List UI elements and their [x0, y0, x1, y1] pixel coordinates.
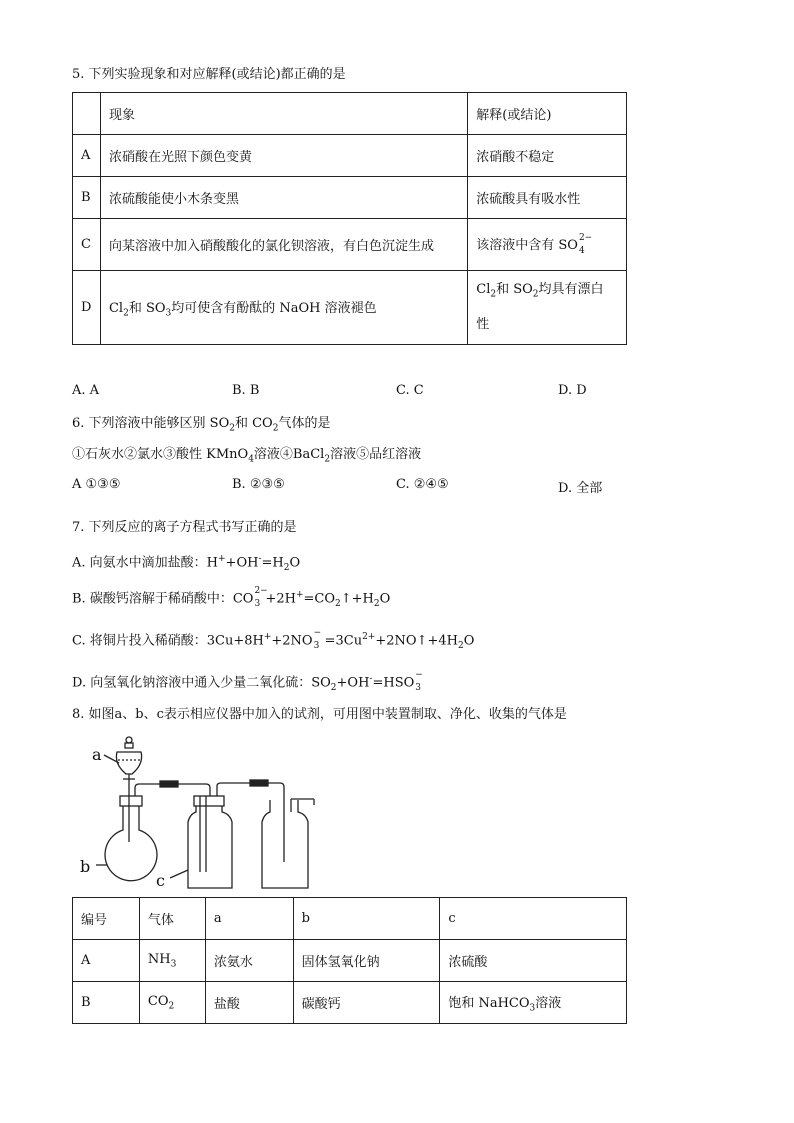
- text-run: B. 碳酸钙溶解于稀硝酸中：CO: [72, 591, 254, 607]
- reagent-a-cell: 盐酸: [205, 982, 293, 1024]
- option-d[interactable]: D. 全部: [558, 481, 603, 496]
- text-run: =3Cu: [324, 633, 363, 649]
- row-id: A: [73, 940, 140, 982]
- text-run: +OH: [336, 675, 370, 691]
- text-run: D. 向氢氧化钠溶液中通入少量二氧化硫：SO: [72, 675, 331, 691]
- row-label: D: [73, 271, 101, 345]
- subscript: 2: [490, 289, 497, 300]
- table-row: [73, 982, 627, 1024]
- flask-stopper: [120, 796, 142, 806]
- nitrate-index: [313, 627, 325, 651]
- option-b[interactable]: B. B: [232, 383, 260, 398]
- text-run: 均具有漂白: [538, 282, 604, 298]
- q5-options: [72, 383, 632, 401]
- q5-stem: 5. 下列实验现象和对应解释(或结论)都正确的是: [72, 67, 346, 82]
- superscript: -: [369, 674, 373, 684]
- superscript: +: [218, 554, 226, 564]
- leader-c: [170, 870, 188, 878]
- connector-tube-2: [217, 783, 284, 862]
- subscript: 2: [330, 682, 337, 693]
- collecting-bottle: [262, 800, 308, 888]
- label-b: b: [80, 857, 91, 876]
- text-run: Cl: [108, 300, 124, 316]
- text-run: 饱和 NaHCO: [448, 995, 530, 1011]
- table-header-cell: 编号: [73, 898, 140, 940]
- q8-table: [72, 897, 627, 1024]
- phenomenon-cell: 浓硫酸能使小木条变黑: [100, 177, 467, 219]
- gas-cell: [139, 982, 205, 1024]
- row-id: B: [73, 982, 140, 1024]
- table-row: [73, 93, 627, 135]
- text-run: 6. 下列溶液中能够区别 SO: [72, 416, 230, 431]
- superscript: 2−: [578, 232, 593, 243]
- option-c[interactable]: C. C: [396, 383, 424, 398]
- q7-option-c[interactable]: [72, 628, 474, 655]
- text-run: +OH: [225, 555, 259, 571]
- carbonate-index: [253, 585, 268, 609]
- text-run: 气体的是: [278, 416, 331, 431]
- subscript: 3: [415, 682, 421, 693]
- bisulfite-index: [414, 669, 426, 693]
- q7-option-b[interactable]: [72, 586, 390, 613]
- subscript: 2: [324, 454, 331, 465]
- label-c: c: [156, 871, 165, 890]
- text-run: O: [289, 555, 301, 571]
- option-a[interactable]: A ①③⑤: [72, 477, 121, 492]
- sulfate-index: [578, 232, 593, 256]
- gas-cell: [139, 940, 205, 982]
- subscript: 3: [254, 598, 261, 609]
- q5-table: [72, 92, 627, 345]
- table-header-cell: b: [293, 898, 440, 940]
- table-row: [73, 940, 627, 982]
- reagent-b-cell: 碳酸钙: [293, 982, 440, 1024]
- reagent-c-cell: [440, 982, 627, 1024]
- text-run: ①石灰水②氯水③酸性 KMnO: [72, 447, 249, 462]
- q6-options: [72, 477, 632, 495]
- text-run: A. 向氨水中滴加盐酸：H: [72, 555, 218, 571]
- q6-stem: [72, 415, 330, 438]
- text-run: =H: [261, 555, 284, 571]
- subscript: 2: [532, 289, 539, 300]
- subscript: 4: [578, 245, 585, 256]
- text-run: 和 SO: [128, 300, 166, 316]
- text-run: 和 SO: [496, 282, 533, 298]
- q6-reagents: [72, 446, 421, 469]
- reagent-c-cell: 浓硫酸: [440, 940, 627, 982]
- apparatus-figure: [72, 730, 332, 892]
- text-run: O: [379, 591, 391, 607]
- text-run: NH: [147, 951, 171, 967]
- superscript: −: [313, 627, 322, 638]
- table-header-cell: 气体: [139, 898, 205, 940]
- text-run: ↑+H: [340, 591, 374, 607]
- wash-bottle: [188, 806, 232, 888]
- table-row: [73, 177, 627, 219]
- rubber-joint-2: [250, 780, 268, 786]
- q7-stem: 7. 下列反应的离子方程式书写正确的是: [72, 520, 297, 535]
- text-run: +2NO: [271, 633, 313, 649]
- text-run: =CO: [303, 591, 335, 607]
- text-run: CO: [147, 993, 169, 1009]
- label-a: a: [92, 745, 102, 764]
- subscript: 3: [529, 1003, 536, 1014]
- rubber-joint-1: [160, 781, 178, 787]
- text-run: 溶液④BaCl: [253, 447, 325, 462]
- phenomenon-cell: 向某溶液中加入硝酸酸化的氯化钡溶液，有白色沉淀生成: [100, 219, 467, 271]
- stopper-knob: [126, 737, 132, 743]
- q7-option-a[interactable]: [72, 550, 300, 577]
- explanation-cell: [468, 219, 627, 271]
- funnel-bulb: [116, 752, 141, 774]
- text-run: 溶液: [535, 995, 562, 1011]
- q8-stem: 8. 如图a、b、c表示相应仪器中加入的试剂，可用图中装置制取、净化、收集的气体是: [72, 707, 567, 722]
- text-run: =HSO: [372, 675, 415, 691]
- superscript: −: [415, 669, 423, 680]
- table-header-cell: [73, 93, 101, 135]
- table-header-cell: a: [205, 898, 293, 940]
- reagent-b-cell: 固体氢氧化钠: [293, 940, 440, 982]
- bottle1-stopper: [194, 796, 224, 806]
- stopper: [125, 743, 133, 748]
- row-label: B: [73, 177, 101, 219]
- superscript: -: [258, 554, 262, 564]
- flask-body: [105, 806, 157, 881]
- text-run: +2NO↑+4H: [375, 633, 458, 649]
- text-run: C. 将铜片投入稀硝酸：3Cu+8H: [72, 633, 264, 649]
- phenomenon-cell: [100, 271, 467, 345]
- text-run: 和 CO: [234, 416, 273, 431]
- explanation-cell: 浓硝酸不稳定: [468, 135, 627, 177]
- text-run: +2H: [265, 591, 296, 607]
- option-d[interactable]: D. D: [558, 383, 587, 398]
- row-label: C: [73, 219, 101, 271]
- subscript: 3: [170, 959, 177, 970]
- table-header-cell: c: [440, 898, 627, 940]
- superscript: +: [295, 590, 304, 600]
- superscript: 2+: [362, 632, 376, 642]
- subscript: 4: [248, 454, 254, 465]
- table-row: [73, 898, 627, 940]
- subscript: 3: [313, 640, 320, 651]
- subscript: 2: [229, 423, 235, 434]
- option-a[interactable]: A. A: [72, 383, 100, 398]
- subscript: 2: [373, 598, 380, 609]
- q7-option-d[interactable]: [72, 670, 426, 697]
- subscript: 2: [168, 1001, 175, 1012]
- subscript: 2: [123, 308, 129, 319]
- reagent-a-cell: 浓氨水: [205, 940, 293, 982]
- superscript: +: [263, 632, 272, 642]
- subscript: 2: [283, 562, 290, 573]
- subscript: 2: [272, 423, 279, 434]
- subscript: 2: [335, 598, 341, 609]
- table-header-cell: 现象: [100, 93, 467, 135]
- text-run: Cl: [476, 282, 491, 298]
- option-b[interactable]: B. ②③⑤: [232, 477, 285, 492]
- text-run: 该溶液中含有 SO: [476, 238, 578, 254]
- table-header-cell: 解释(或结论): [468, 93, 627, 135]
- text-run: 均可使含有酚酞的 NaOH 溶液褪色: [171, 300, 377, 316]
- option-c[interactable]: C. ②④⑤: [396, 477, 449, 492]
- phenomenon-cell: 浓硝酸在光照下颜色变黄: [100, 135, 467, 177]
- subscript: 2: [457, 640, 464, 651]
- table-row: [73, 135, 627, 177]
- table-row: [73, 219, 627, 271]
- subscript: 3: [165, 308, 172, 319]
- row-label: A: [73, 135, 101, 177]
- explanation-cell: [468, 271, 627, 345]
- text-run: 性: [476, 316, 490, 332]
- explanation-cell: 浓硫酸具有吸水性: [468, 177, 627, 219]
- table-row: [73, 271, 627, 345]
- superscript: 2−: [254, 585, 268, 596]
- text-run: O: [463, 633, 475, 649]
- text-run: 溶液⑤品红溶液: [330, 447, 422, 462]
